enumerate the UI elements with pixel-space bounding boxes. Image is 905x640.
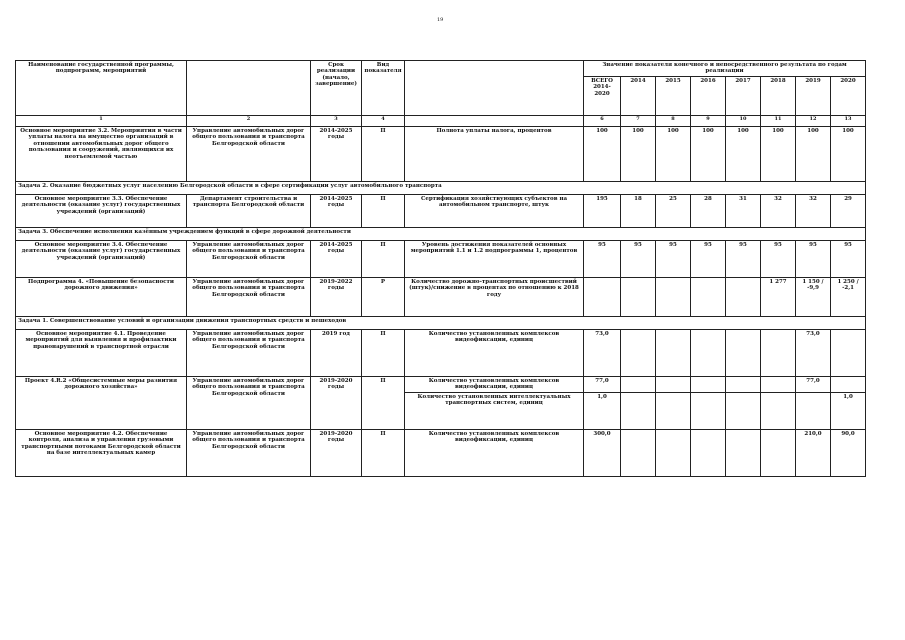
indicator-value: 95	[761, 240, 796, 277]
indicator-value: 95	[726, 240, 761, 277]
indicator-value: 73,0	[796, 329, 831, 376]
indicator-value	[761, 429, 796, 476]
indicator-value	[656, 376, 691, 392]
indicator-value: 1 250 / -2,1	[831, 277, 866, 316]
indicator-value	[796, 392, 831, 429]
indicator-value: 95	[621, 240, 656, 277]
header-year: 2016	[691, 76, 726, 115]
term: 2014-2025 годы	[311, 126, 362, 181]
measure-name: Подпрограмма 4. «Повышение безопасности дорожного движения»	[16, 277, 187, 316]
indicator-value: 1,0	[584, 392, 621, 429]
indicator-name: Количество установленных комплексов видеофиксации, единиц	[405, 329, 584, 376]
indicator-kind: П	[362, 194, 405, 227]
executor: Управление автомобильных дорог общего пользования и транспорта Белгородской области	[187, 376, 311, 429]
header-kind: Вид показателя	[362, 61, 405, 116]
column-number: 3	[311, 115, 362, 126]
task-row	[16, 316, 866, 329]
header-row	[16, 61, 866, 77]
table-row	[16, 376, 866, 392]
indicator-value: 77,0	[584, 376, 621, 392]
indicator-value	[761, 329, 796, 376]
indicator-value: 29	[831, 194, 866, 227]
header-year: 2017	[726, 76, 761, 115]
indicator-value	[656, 392, 691, 429]
indicator-value	[691, 376, 726, 392]
indicator-kind: П	[362, 126, 405, 181]
task-title: Задача 2. Оказание бюджетных услуг населению Белгородской области в сфере сертификации услуг автомобильного транспорта	[16, 181, 866, 194]
indicator-value: 25	[656, 194, 691, 227]
indicator-value: 100	[584, 126, 621, 181]
indicator-value	[621, 429, 656, 476]
indicator-value: 195	[584, 194, 621, 227]
header-total: ВСЕГО 2014-2020	[584, 76, 621, 115]
indicator-name: Количество установленных комплексов видеофиксации, единиц	[405, 376, 584, 392]
indicator-value: 100	[656, 126, 691, 181]
header-term: Срок реализации (начало, завершение)	[311, 61, 362, 116]
indicator-value	[831, 329, 866, 376]
indicator-value: 73,0	[584, 329, 621, 376]
indicator-name: Количество установленных интеллектуальных транспортных систем, единиц	[405, 392, 584, 429]
indicator-value: 28	[691, 194, 726, 227]
indicator-kind: П	[362, 329, 405, 376]
page-number: 19	[437, 17, 444, 23]
indicator-value: 1 277	[761, 277, 796, 316]
term: 2019-2020 годы	[311, 376, 362, 429]
indicator-value: 95	[691, 240, 726, 277]
indicator-value: 77,0	[796, 376, 831, 392]
indicator-name: Количество установленных комплексов видеофиксации, единиц	[405, 429, 584, 476]
indicator-value: 95	[656, 240, 691, 277]
column-number: 9	[691, 115, 726, 126]
executor: Управление автомобильных дорог общего пользования и транспорта Белгородской области	[187, 277, 311, 316]
indicator-value	[656, 277, 691, 316]
indicator-value	[726, 277, 761, 316]
indicator-value	[656, 429, 691, 476]
table-row	[16, 429, 866, 476]
indicator-value	[621, 329, 656, 376]
indicator-value	[691, 392, 726, 429]
indicator-kind: П	[362, 429, 405, 476]
executor: Управление автомобильных дорог общего пользования и транспорта Белгородской области	[187, 329, 311, 376]
column-number: 1	[16, 115, 187, 126]
column-number: 8	[656, 115, 691, 126]
indicator-value: 1,0	[831, 392, 866, 429]
column-number: 2	[187, 115, 311, 126]
term: 2019-2020 годы	[311, 429, 362, 476]
table-row	[16, 329, 866, 376]
indicator-kind: П	[362, 240, 405, 277]
indicator-value	[761, 376, 796, 392]
indicator-value: 100	[796, 126, 831, 181]
indicator-value	[584, 277, 621, 316]
indicator-value	[621, 392, 656, 429]
table-row	[16, 240, 866, 277]
header-name: Наименование государственной программы, подпрограмм, мероприятий	[16, 61, 187, 116]
executor: Управление автомобильных дорог общего пользования и транспорта Белгородской области	[187, 240, 311, 277]
header-results: Значение показателя конечного и непосредственного результата по годам реализации	[584, 61, 866, 77]
indicator-value	[691, 429, 726, 476]
indicator-name: Количество дорожно-транспортных происшествий (штук)/снижение в процентах по отношению к 2018 году	[405, 277, 584, 316]
header-year: 2020	[831, 76, 866, 115]
column-number: 10	[726, 115, 761, 126]
task-row	[16, 227, 866, 240]
indicator-kind: П	[362, 376, 405, 429]
table-row	[16, 126, 866, 181]
indicator-value	[621, 277, 656, 316]
indicator-value	[691, 277, 726, 316]
indicator-name: Полнота уплаты налога, процентов	[405, 126, 584, 181]
term: 2019 год	[311, 329, 362, 376]
column-number: 6	[584, 115, 621, 126]
indicator-value: 95	[831, 240, 866, 277]
column-numbers-row	[16, 115, 866, 126]
column-number: 12	[796, 115, 831, 126]
indicator-value	[761, 392, 796, 429]
task-title: Задача 3. Обеспечение исполнения казённым учреждением функций в сфере дорожной деятельности	[16, 227, 866, 240]
indicator-value	[726, 392, 761, 429]
indicator-value: 210,0	[796, 429, 831, 476]
column-number: 4	[362, 115, 405, 126]
indicator-value	[726, 429, 761, 476]
executor: Департамент строительства и транспорта Белгородской области	[187, 194, 311, 227]
measure-name: Основное мероприятие 4.2. Обеспечение контроля, анализа и управления грузовыми транспортными потоками Белгородской области на базе интеллектуальных камер	[16, 429, 187, 476]
column-number: 13	[831, 115, 866, 126]
measure-name: Основное мероприятие 3.2. Мероприятия в части уплаты налога на имущество организаций в отношении автомобильных дорог общего пользования и сооружений, являющихся их неотъемлемой частью	[16, 126, 187, 181]
measure-name: Основное мероприятие 4.1. Проведение мероприятий для выявления и профилактики правонарушений в транспортной отрасли	[16, 329, 187, 376]
indicator-value	[621, 376, 656, 392]
table-row	[16, 194, 866, 227]
indicator-value	[726, 329, 761, 376]
indicator-kind: Р	[362, 277, 405, 316]
indicator-value: 100	[691, 126, 726, 181]
executor: Управление автомобильных дорог общего пользования и транспорта Белгородской области	[187, 429, 311, 476]
column-number: 11	[761, 115, 796, 126]
indicator-value: 1 150 / -9,9	[796, 277, 831, 316]
indicator-value: 90,0	[831, 429, 866, 476]
header-year: 2019	[796, 76, 831, 115]
header-year: 2018	[761, 76, 796, 115]
indicator-value	[656, 329, 691, 376]
term: 2014-2025 годы	[311, 240, 362, 277]
executor: Управление автомобильных дорог общего пользования и транспорта Белгородской области	[187, 126, 311, 181]
measure-name: Основное мероприятие 3.3. Обеспечение деятельности (оказание услуг) государственных учреждений (организаций)	[16, 194, 187, 227]
measure-name: Основное мероприятие 3.4. Обеспечение деятельности (оказание услуг) государственных учреждений (организаций)	[16, 240, 187, 277]
indicator-name: Уровень достижения показателей основных мероприятий 1.1 и 1.2 подпрограммы 1, процентов	[405, 240, 584, 277]
header-year: 2014	[621, 76, 656, 115]
indicator-value: 32	[796, 194, 831, 227]
term: 2014-2025 годы	[311, 194, 362, 227]
task-title: Задача 1. Совершенствование условий и организации движения транспортных средств и пешеходов	[16, 316, 866, 329]
indicator-value	[831, 376, 866, 392]
term: 2019-2022 годы	[311, 277, 362, 316]
column-number	[405, 115, 584, 126]
indicator-value: 100	[621, 126, 656, 181]
indicator-value: 100	[761, 126, 796, 181]
column-number: 7	[621, 115, 656, 126]
task-row	[16, 181, 866, 194]
indicator-value: 32	[761, 194, 796, 227]
indicator-value: 100	[831, 126, 866, 181]
indicator-value	[726, 376, 761, 392]
indicator-value: 18	[621, 194, 656, 227]
header-indicator	[405, 61, 584, 116]
indicator-value	[691, 329, 726, 376]
indicators-table	[15, 60, 866, 477]
indicator-value: 95	[584, 240, 621, 277]
indicator-value: 31	[726, 194, 761, 227]
header-year: 2015	[656, 76, 691, 115]
indicator-value: 100	[726, 126, 761, 181]
indicator-name: Сертификация хозяйствующих субъектов на автомобильном транспорте, штук	[405, 194, 584, 227]
indicator-value: 95	[796, 240, 831, 277]
header-executor	[187, 61, 311, 116]
measure-name: Проект 4.R.2 «Общесистемные меры развития дорожного хозяйства»	[16, 376, 187, 429]
indicator-value: 300,0	[584, 429, 621, 476]
table-row	[16, 277, 866, 316]
